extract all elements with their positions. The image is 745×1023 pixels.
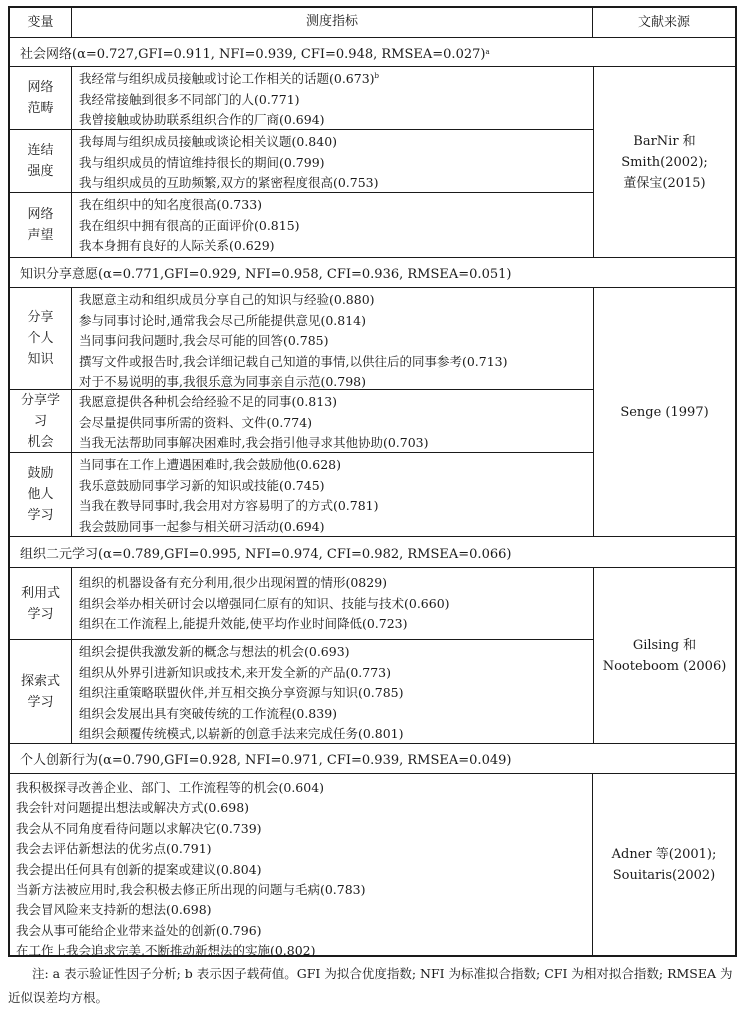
list-item: 我在组织中拥有很高的正面评价(0.815)	[79, 217, 300, 233]
list-item: 我会提出任何具有创新的提案或建议(0.804)	[16, 861, 262, 877]
list-item: 参与同事讨论时,通常我会尽己所能提供意见(0.814)	[79, 312, 367, 328]
list-item: 当同事在工作上遭遇困难时,我会鼓励他(0.628)	[79, 457, 342, 472]
group-row	[10, 639, 593, 743]
group-name: 分享学 习 机会	[10, 390, 72, 452]
group-items	[10, 774, 593, 959]
section-title-ambidextrous-learning	[10, 536, 735, 567]
list-item: 我愿意主动和组织成员分享自己的知识与经验(0.880)	[79, 292, 375, 307]
group-row	[10, 389, 593, 452]
list-item: 组织会颠覆传统模式,以崭新的创意手法来完成任务(0.801)	[79, 726, 404, 742]
list-item: 我会针对问题提出想法或解决方式(0.698)	[16, 800, 250, 816]
list-item: 当我无法帮助同事解决困难时,我会指引他寻求其他协助(0.703)	[79, 435, 429, 451]
list-item: 我会鼓励同事一起参与相关研习活动(0.694)	[79, 518, 325, 534]
group-items	[72, 67, 593, 129]
list-item: 组织会提供我激发新的概念与想法的机会(0.693)	[79, 644, 350, 659]
group-name: 探索式 学习	[10, 640, 72, 743]
section-body-innovation-behavior	[10, 773, 735, 959]
list-item: 当我在教导同事时,我会用对方容易明了的方式(0.781)	[79, 498, 379, 514]
group-name: 鼓励 他人 学习	[10, 453, 72, 536]
header-source: 文献来源	[637, 15, 690, 30]
list-item: 我与组织成员的情谊维持很长的期间(0.799)	[79, 154, 325, 170]
section-body-ambidextrous-learning	[10, 567, 735, 743]
section-title-text: 组织二元学习(α=0.789,GFI=0.995, NFI=0.974, CFI=0.982, RMSEA=0.066)	[20, 546, 512, 562]
list-item: 组织会发展出具有突破传统的工作流程(0.839)	[79, 705, 338, 721]
list-item: 我乐意鼓励同事学习新的知识或技能(0.745)	[79, 477, 325, 493]
section-title-text: 个人创新行为(α=0.790,GFI=0.928, NFI=0.971, CFI=0.939, RMSEA=0.049)	[20, 753, 512, 768]
list-item: 在工作上我会追求完美,不断推动新想法的实施(0.802)	[16, 943, 316, 959]
section-body-knowledge-sharing	[10, 287, 735, 536]
group-name: 分享 个人 知识	[10, 288, 72, 389]
list-item: 对于不易说明的事,我很乐意为同事亲自示范(0.798)	[79, 374, 367, 389]
source-cell: Senge (1997)	[593, 288, 735, 536]
list-item: 组织会举办相关研讨会以增强同仁原有的知识、技能与技术(0.660)	[79, 595, 450, 611]
section-title-innovation-behavior	[10, 743, 735, 773]
group-name: 利用式 学习	[10, 568, 72, 639]
list-item: 我在组织中的知名度很高(0.733)	[79, 197, 263, 212]
group-row	[10, 192, 593, 257]
section-title-social-network: 社会网络(α=0.727,GFI=0.911, NFI=0.939, CFI=0.948, RMSEA=0.027) a	[10, 37, 735, 66]
list-item: 我会从事可能给企业带来益处的创新(0.796)	[16, 922, 262, 938]
group-row	[10, 568, 593, 639]
table-header-row	[10, 8, 735, 37]
list-item: 我与组织成员的互助频繁,双方的紧密程度很高(0.753)	[79, 175, 379, 191]
group-name: 网络 范畴	[10, 67, 72, 129]
section-title-knowledge-sharing	[10, 257, 735, 287]
section-title-text: 知识分享意愿(α=0.771,GFI=0.929, NFI=0.958, CFI=0.936, RMSEA=0.051)	[20, 267, 512, 282]
group-items	[72, 568, 593, 639]
measurement-table	[8, 6, 737, 957]
header-indicator: 测度指标	[72, 8, 593, 37]
group-name: 网络 声望	[10, 193, 72, 257]
source-cell: Gilsing 和 Nooteboom (2006)	[593, 568, 735, 743]
list-item: 会尽量提供同事所需的资料、文件(0.774)	[79, 414, 313, 430]
source-cell: Adner 等(2001); Souitaris(2002)	[611, 846, 717, 883]
group-items	[72, 640, 593, 743]
list-item: 我会冒风险来支持新的想法(0.698)	[16, 902, 212, 918]
section-title-text: 社会网络(α=0.727,GFI=0.911, NFI=0.939, CFI=0.948, RMSEA=0.027)	[20, 46, 486, 62]
list-item: 我每周与组织成员接触或谈论相关议题(0.840)	[79, 134, 338, 149]
list-item: 组织从外界引进新知识或技术,来开发全新的产品(0.773)	[79, 664, 392, 680]
list-item: 组织注重策略联盟伙伴,并互相交换分享资源与知识(0.785)	[79, 685, 404, 701]
list-item: 我本身拥有良好的人际关系(0.629)	[79, 238, 275, 254]
list-item: 我会去评估新想法的优劣点(0.791)	[16, 841, 212, 857]
group-items	[72, 193, 593, 257]
list-item: 我曾接触或协助联系组织合作的厂商(0.694)	[79, 112, 325, 128]
list-item: 组织的机器设备有充分利用,很少出现闲置的情形(0829)	[79, 575, 388, 590]
header-variable: 变量	[10, 8, 72, 37]
group-row	[10, 67, 593, 129]
group-items	[72, 288, 593, 389]
section-body-social-network	[10, 66, 735, 257]
list-item: 我愿意提供各种机会给经验不足的同事(0.813)	[79, 394, 338, 409]
list-item: 组织在工作流程上,能提升效能,使平均作业时间降低(0.723)	[79, 616, 408, 632]
group-name: 连结 强度	[10, 130, 72, 192]
table-note: 注: a 表示验证性因子分析; b 表示因子载荷值。GFI 为拟合优度指数; NFI 为标准拟合指数; CFI 为相对拟合指数; RMSEA 为近似误差均方根。	[8, 966, 733, 1005]
group-row	[10, 288, 593, 389]
list-item: 当新方法被应用时,我会积极去修正所出现的问题与毛病(0.783)	[16, 882, 366, 898]
group-items	[72, 390, 593, 452]
list-item: 我经常与组织成员接触或讨论工作相关的话题$(0.673)^b$	[79, 71, 380, 86]
group-items	[72, 130, 593, 192]
group-items	[72, 453, 593, 536]
source-cell: BarNir 和 Smith(2002); 董保宝(2015)	[593, 67, 735, 257]
list-item: 我会从不同角度看待问题以求解决它(0.739)	[16, 820, 262, 836]
list-item: 撰写文件或报告时,我会详细记载自己知道的事情,以供往后的同事参考(0.713)	[79, 353, 508, 369]
group-row	[10, 129, 593, 192]
list-item: 我经常接触到很多不同部门的人(0.771)	[79, 91, 300, 107]
list-item: 我积极探寻改善企业、部门、工作流程等的机会(0.604)	[16, 780, 325, 795]
list-item: 当同事问我问题时,我会尽可能的回答(0.785)	[79, 333, 329, 349]
group-row	[10, 452, 593, 536]
